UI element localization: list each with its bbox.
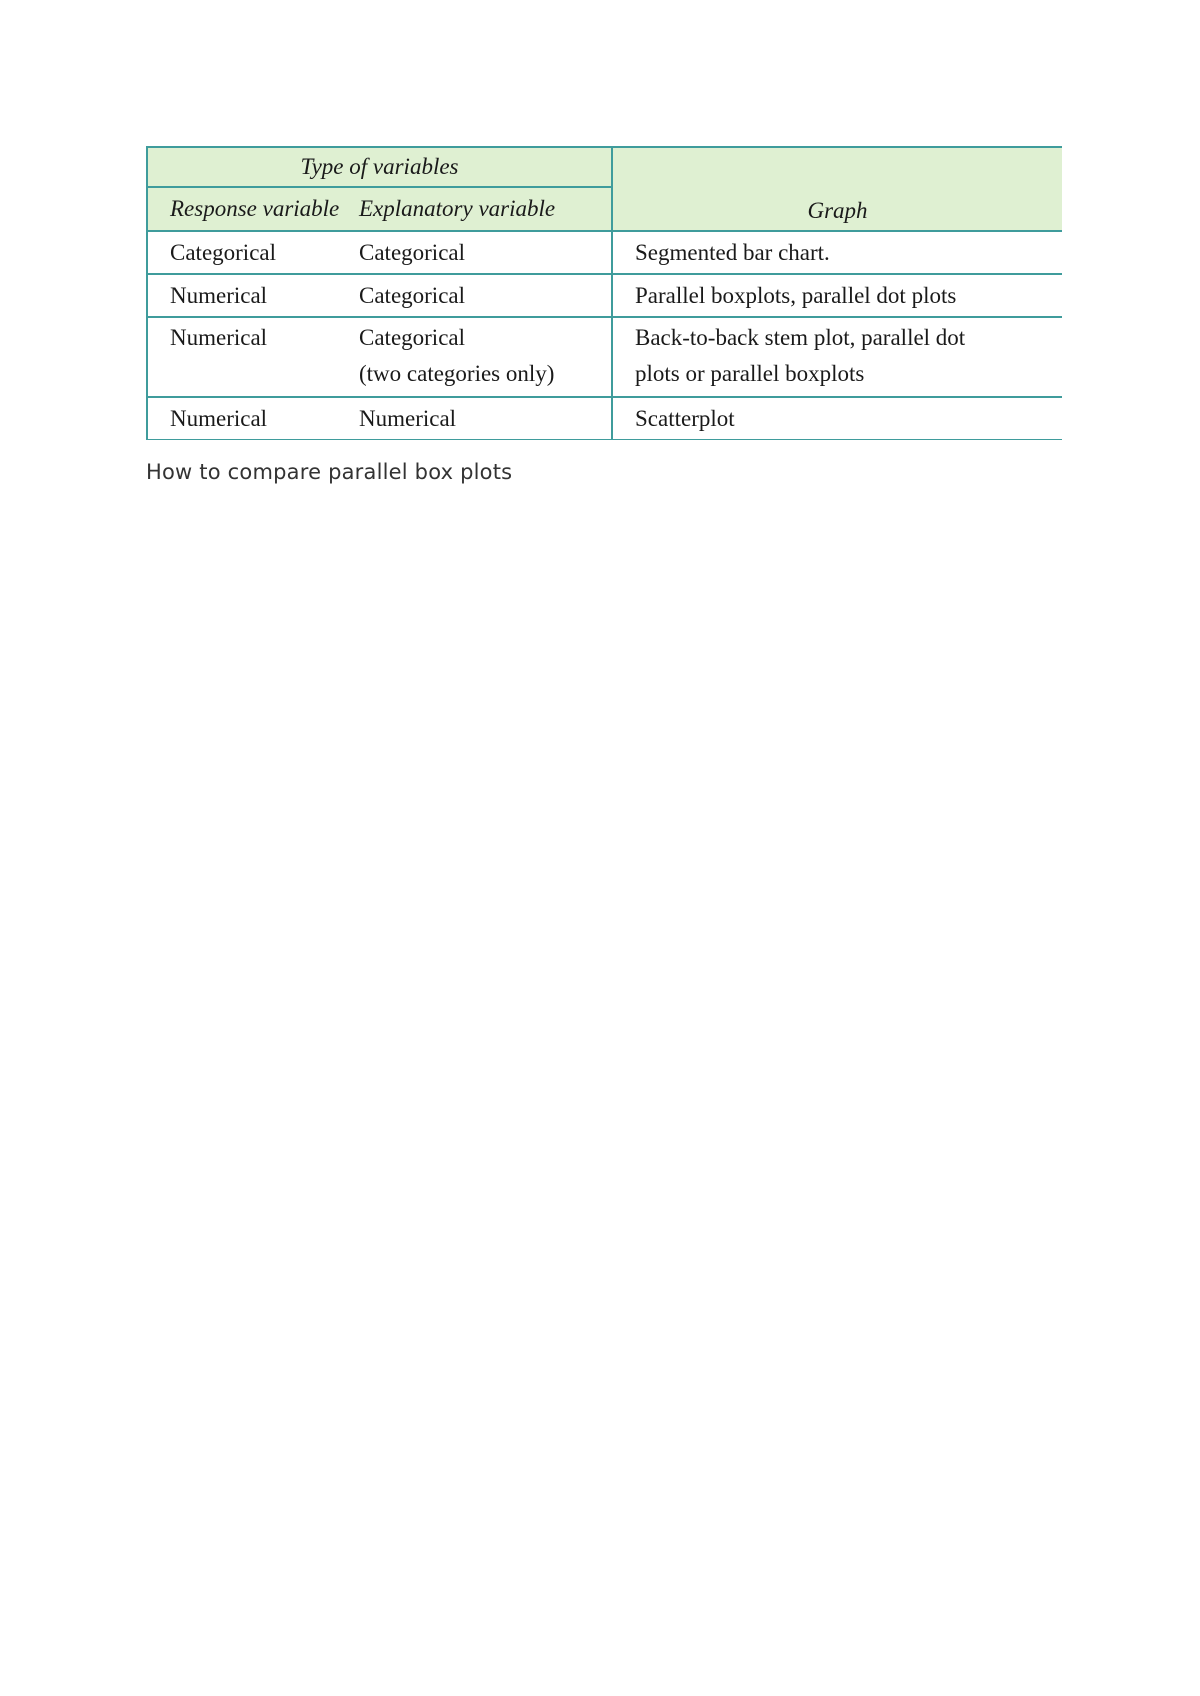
response-cell: Categorical: [147, 231, 359, 274]
explanatory-cell: [359, 231, 612, 274]
explanatory-line: Categorical: [359, 325, 466, 350]
response-cell: Numerical: [147, 274, 359, 317]
explanatory-line: (two categories only): [359, 361, 555, 386]
type-of-variables-header: Type of variables: [147, 147, 612, 187]
explanatory-cell: [359, 274, 612, 317]
graph-cell: [612, 231, 1062, 274]
graph-cell: [612, 274, 1062, 317]
table-row: [147, 274, 1062, 317]
graph-cell: [612, 397, 1062, 440]
table: [146, 146, 1062, 440]
response-cell: Numerical: [147, 397, 359, 440]
response-cell: Numerical: [147, 317, 359, 397]
table-row: [147, 317, 1062, 397]
graph-line: Parallel boxplots, parallel dot plots: [635, 282, 957, 308]
explanatory-cell: [359, 397, 612, 440]
explanatory-line: Categorical: [359, 239, 466, 265]
graph-line: Back-to-back stem plot, parallel dot: [635, 325, 966, 350]
explanatory-line: Numerical: [359, 405, 457, 431]
response-variable-header: Response variable: [147, 187, 359, 231]
graph-cell: [612, 317, 1062, 397]
variables-graph-table: [146, 146, 1062, 440]
table-row: [147, 231, 1062, 274]
table-row: [147, 397, 1062, 440]
graph-line: plots or parallel boxplots: [635, 361, 865, 386]
explanatory-cell: [359, 317, 612, 397]
caption-text: How to compare parallel box plots: [146, 460, 513, 484]
explanatory-variable-header: Explanatory variable: [359, 187, 612, 231]
graph-line: Scatterplot: [635, 405, 735, 431]
graph-header: Graph: [612, 147, 1062, 231]
graph-line: Segmented bar chart.: [635, 239, 830, 265]
explanatory-line: Categorical: [359, 282, 466, 308]
